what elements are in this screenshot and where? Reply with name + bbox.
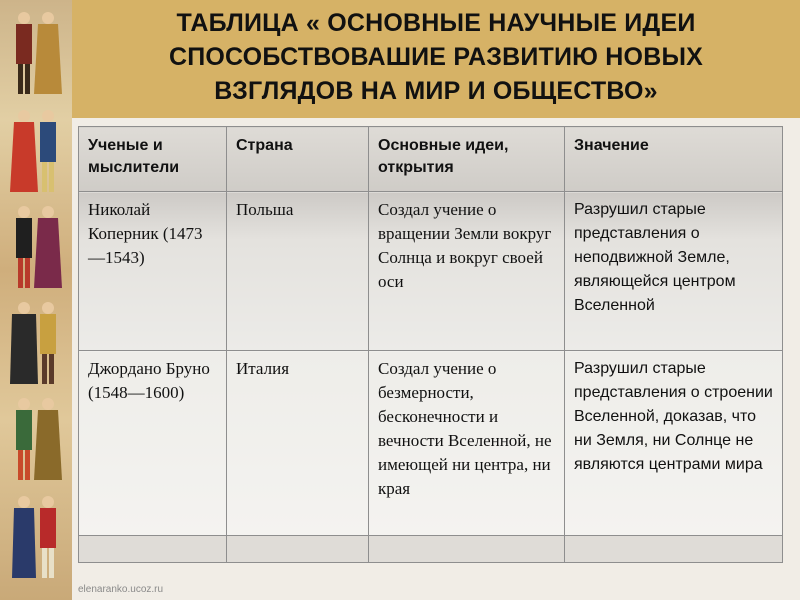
empty-table-row (79, 536, 783, 563)
ideas-cell: Создал учение о безмерности, бесконечности и вечности Вселенной, не имеющей ни центра, ни края (369, 351, 565, 536)
empty-cell (369, 536, 565, 563)
column-header-scientists: Ученые и мыслители (79, 127, 227, 192)
significance-cell: Разрушил старые представления о строении Вселенной, доказав, что ни Земля, ни Солнце не являются центрами мира (565, 351, 783, 536)
column-header-significance: Значение (565, 127, 783, 192)
scientists-table (78, 126, 783, 563)
renaissance-figures-illustration (8, 490, 64, 582)
empty-cell (79, 536, 227, 563)
significance-cell: Разрушил старые представления о неподвижной Земле, являющейся центром Вселенной (565, 192, 783, 351)
renaissance-figures-illustration (8, 392, 64, 484)
watermark: elenaranko.ucoz.ru (78, 584, 164, 595)
table-row (79, 351, 783, 536)
renaissance-figures-illustration (8, 200, 64, 292)
table-header-row (79, 127, 783, 192)
scientist-cell: Джордано Бруно (1548—1600) (79, 351, 227, 536)
empty-cell (227, 536, 369, 563)
table-row (79, 192, 783, 351)
page-title: ТАБЛИЦА « ОСНОВНЫЕ НАУЧНЫЕ ИДЕИ СПОСОБСТВОВАШИЕ РАЗВИТИЮ НОВЫХ ВЗГЛЯДОВ НА МИР И ОБЩЕСТВО» (168, 9, 704, 105)
empty-cell (565, 536, 783, 563)
column-header-country: Страна (227, 127, 369, 192)
country-cell: Польша (227, 192, 369, 351)
decorative-figures-strip (0, 0, 73, 600)
renaissance-figures-illustration (8, 296, 64, 388)
renaissance-figures-illustration (8, 104, 64, 196)
column-header-ideas: Основные идеи, открытия (369, 127, 565, 192)
country-cell: Италия (227, 351, 369, 536)
scientist-cell: Николай Коперник (1473—1543) (79, 192, 227, 351)
renaissance-figures-illustration (8, 6, 64, 98)
ideas-cell: Создал учение о вращении Земли вокруг Солнца и вокруг своей оси (369, 192, 565, 351)
